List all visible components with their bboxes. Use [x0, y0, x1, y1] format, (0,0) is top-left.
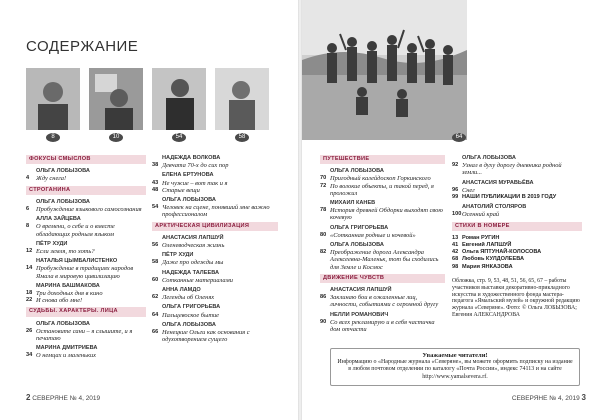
section-heading: СУДЬБЫ. ХАРАКТЕРЫ. ЛИЦА [26, 307, 146, 316]
entry-page-number: 64 [152, 311, 159, 318]
author-name: ОЛЬГА ГРИГОРЬЕВА [330, 224, 389, 231]
author-name: ОЛЬГА ЛОБЫЗОВА [330, 168, 384, 175]
entry-title: Любовь КУЛДОЛЕЕВА [462, 256, 525, 263]
toc-entry [26, 290, 146, 297]
thumb-page-number: 58 [235, 133, 249, 142]
entry-title: Пробуждение языкового самосознания [36, 206, 142, 214]
toc-entry [320, 249, 445, 271]
entry-page-number: 60 [152, 276, 159, 283]
toc-entry [320, 294, 445, 308]
entry-title: Пальцевоское бытие [162, 311, 219, 319]
entry-title: По волокие объекты, и такой перед, я проложил [330, 182, 434, 197]
toc-entry [152, 180, 278, 187]
toc-entry [320, 183, 445, 197]
group-photo [302, 0, 467, 140]
toc-entry [26, 328, 146, 342]
toc-entry [26, 297, 146, 304]
entry-title: О времени, о себе и о вместе обладающих родным языком [36, 223, 115, 238]
entry-page-number: 8 [26, 223, 30, 230]
toc-entry [452, 187, 582, 194]
page-number: 2 [26, 393, 31, 402]
entry-title: Пробуждение в традициях народов Ямала в мировую цивилизацию [36, 265, 134, 280]
entry-title: И снова обо мне! [36, 297, 83, 305]
entry-title: Старые вещи [162, 186, 200, 194]
entry-title: Ненецкие Ольги как основания с одухотворением сущего [162, 329, 250, 344]
author-name: ОЛЬГА ГРИГОРЬЕВА [162, 304, 221, 311]
toc-entry [26, 223, 146, 237]
entry-page-number: 18 [26, 290, 33, 297]
entry-page-number: 42 [452, 249, 459, 256]
entry-page-number: 92 [452, 162, 459, 169]
entry-page-number: 58 [152, 259, 159, 266]
entry-page-number: 41 [452, 242, 459, 249]
thumb-page-number: 10 [109, 133, 123, 142]
section-heading: СТРОГАНИНА [26, 186, 146, 195]
entry-page-number: 4 [26, 175, 30, 182]
toc-column-left-1 [26, 152, 146, 360]
entry-title: История древней Обдорки выходят свою кочевую [330, 207, 443, 222]
toc-entry [152, 259, 278, 266]
entry-page-number: 14 [26, 265, 33, 272]
entry-title: Узнал в духу дорогу дневника родной земли... [462, 162, 562, 177]
entry-page-number: 99 [452, 194, 459, 201]
author-name: АЛЛА ЗАЙЦЕВА [36, 216, 81, 223]
readers-notice [330, 348, 580, 386]
entry-page-number: 56 [152, 242, 159, 249]
entry-title: Оленеводческая жизнь [162, 242, 225, 250]
left-page [0, 0, 298, 420]
toc-entry [452, 256, 582, 263]
thumb-photo-4 [215, 68, 269, 130]
notice-title: Уважаемые читатели! [422, 352, 488, 359]
photo-page-number: 64 [452, 133, 466, 142]
author-name: НЕЛЛИ РОМАНОВИЧ [330, 311, 389, 318]
entry-title: Даже про одежды мы [162, 259, 224, 267]
author-name: МАРИНА ДМИТРИЕВА [36, 345, 98, 352]
page-number: 3 [581, 393, 586, 402]
entry-title: Легенды об Оленях [162, 294, 215, 302]
entry-title: Человек на сцене, понявший мне важно профессионалом [162, 204, 270, 219]
entry-page-number: 78 [320, 207, 327, 214]
toc-column-right-1 [320, 152, 445, 333]
entry-page-number: 96 [452, 186, 459, 193]
entry-title: Со всех рекламирую и в себя частичка дом отчасти [330, 318, 435, 334]
thumb-photo-3 [152, 68, 206, 130]
entry-page-number: 90 [320, 318, 327, 325]
toc-entry [26, 352, 146, 359]
entry-title: Остановите сани – я слышите, и я печатаю [36, 327, 133, 343]
entry-title: О немцах и маленьких [36, 352, 96, 360]
author-name: АНАТОЛИЙ СТОЛЯРОВ [462, 204, 527, 211]
entry-page-number: 38 [152, 162, 159, 169]
entry-title: «Сотканная родные и кочевой» [330, 231, 416, 239]
entry-page-number: 62 [152, 294, 159, 301]
toc-entry [152, 162, 278, 169]
notice-text: Информацию о «Народные журнала «Северяне», вы можете оформить подписку на издание в любом почтовом отделении по каталогу «Почта России», индекс 74113 и на сайте http://www.yamalsevera.rf. [337, 359, 573, 380]
entry-page-number: 22 [26, 297, 33, 304]
entry-title: Осенний край [462, 211, 500, 219]
entry-title: Пригодный калейдоскоп Горкинского [330, 175, 431, 183]
entry-page-number: 100 [452, 211, 462, 218]
toc-entry [152, 204, 278, 218]
entry-page-number: 72 [320, 182, 327, 189]
author-name: ОЛЬГА ЛОБЫЗОВА [36, 168, 90, 175]
author-name: ЕЛЕНА ЕРТУНОВА [162, 172, 214, 179]
entry-page-number: 82 [320, 249, 327, 256]
author-name: АННА ЛАМДО [162, 287, 201, 294]
toc-entry [452, 264, 582, 271]
entry-page-number: 26 [26, 327, 33, 334]
page-footer-right [512, 393, 586, 402]
magazine-issue: СЕВЕРЯНЕ № 4, 2019 [32, 395, 101, 402]
magazine-issue: СЕВЕРЯНЕ № 4, 2019 [511, 395, 580, 402]
section-heading: ФОКУСЫ СМЫСЛОВ [26, 155, 146, 164]
toc-entry [320, 319, 445, 333]
author-name: ПЁТР ХУДИ [36, 240, 68, 247]
entry-page-number: 12 [26, 248, 33, 255]
toc-entry [26, 265, 146, 279]
author-name: МИХАИЛ КАНЕВ [330, 200, 376, 207]
toc-entry [26, 206, 146, 213]
toc-entry [152, 277, 278, 284]
entry-title: Сотканные материалами [162, 276, 233, 284]
toc-title: СОДЕРЖАНИЕ [26, 38, 139, 55]
entry-title: Не чужие – вот так и я [162, 179, 228, 187]
author-name: АНАСТАСИЯ МУРАВЬЁВА [462, 179, 534, 186]
toc-entry [452, 162, 582, 176]
toc-entry [320, 207, 445, 221]
author-name: ОЛЬГА ЛОБЫЗОВА [36, 198, 90, 205]
toc-entry [152, 329, 278, 343]
entry-title: Мария ЯНКАЗОВА [462, 263, 513, 270]
entry-page-number: 66 [152, 329, 159, 336]
toc-entry [152, 242, 278, 249]
entry-title: Девчата 70-х до сих пор [162, 162, 229, 170]
toc-entry [152, 294, 278, 301]
right-page [302, 0, 600, 420]
author-name: ОЛЬГА ЛОБЫЗОВА [330, 242, 384, 249]
toc-entry [452, 211, 582, 218]
entry-title: Снег [462, 186, 475, 194]
thumb-photo-1 [26, 68, 80, 130]
thumb-page-number: 54 [172, 133, 186, 142]
entry-page-number: 48 [152, 186, 159, 193]
section-heading: ПУТЕШЕСТВИЕ [320, 155, 445, 164]
toc-column-right-2 [452, 152, 582, 271]
author-name: МАРИНА БАШМАКОВА [36, 282, 100, 289]
toc-entry [26, 175, 146, 182]
entry-title: Если земля, то хоть? [36, 248, 95, 256]
entry-page-number: 34 [26, 352, 33, 359]
author-name: ПЁТР ХУДИ [162, 252, 194, 259]
entry-page-number: 6 [26, 206, 30, 213]
entry-title: Заклинаю бои в ожаленные лиц, личности, событиями с огромной другу [330, 294, 439, 309]
entry-page-number: 54 [152, 204, 159, 211]
author-name: АНАСТАСИЯ ЛАПШУЙ [162, 234, 224, 241]
entry-page-number: 80 [320, 231, 327, 238]
entry-page-number: 68 [452, 256, 459, 263]
author-name: ОЛЬГА ЛОБЫЗОВА [162, 197, 216, 204]
entry-title: Роман РУГИН [462, 234, 500, 241]
toc-entry [152, 312, 278, 319]
entry-page-number: 70 [320, 175, 327, 182]
cover-caption: Обложка, стр. 9, 53, 48, 51, 56, 65, 67 – работы участников выставки декоративно-прикладного искусства и художественного фонда мастера-педагога «Ямальский музей» и окружной редакцию журнала «Северяне». Фото: © Ольга ЛОБЫЗОВА; Евгения АЛЕКСАНДРОВА [452, 278, 580, 318]
author-name: ОЛЬГА ЛОБЫЗОВА [162, 321, 216, 328]
author-name: НАДЕЖДА ВОЛКОВА [162, 155, 221, 161]
author-name: ОЛЬГА ЛОБЫЗОВА [462, 155, 516, 161]
toc-column-left-2 [152, 152, 278, 343]
toc-entry [26, 248, 146, 255]
page-footer-left [26, 393, 100, 402]
section-heading: ДВИЖЕНИЕ ЧУВСТВ [320, 274, 445, 283]
toc-entry [452, 194, 582, 201]
author-name: АНАСТАСИЯ ЛАПШУЙ [330, 287, 392, 294]
thumb-page-number: 8 [46, 133, 60, 142]
entry-page-number: 86 [320, 294, 327, 301]
toc-entry [152, 187, 278, 194]
entry-title: Ольга ЯПТУНАЙ-КОЛОСОВА [462, 249, 542, 256]
entry-title: Три доходных дня в кино [36, 290, 103, 298]
entry-page-number: 98 [452, 263, 459, 270]
author-name: НАТАЛЬЯ ЦЫМБАЛИСТЕНКО [36, 258, 118, 265]
entry-title: НАШИ ПУБЛИКАЦИИ В 2019 ГОДУ [462, 194, 557, 201]
entry-title: Преображение дорога Александра Алексеевна-Маленьк, тот бы сходились для Земле и Космос [330, 249, 439, 271]
section-heading: АРКТИЧЕСКАЯ ЦИВИЛИЗАЦИЯ [152, 222, 278, 231]
author-name: ОЛЬГА ЛОБЫЗОВА [36, 320, 90, 327]
toc-entry [320, 175, 445, 182]
entry-page-number: 13 [452, 234, 459, 241]
toc-entry [320, 232, 445, 239]
toc-entry [452, 235, 582, 242]
entry-title: Евгений ЛАПШУЙ [462, 242, 512, 249]
entry-page-number: 43 [152, 179, 159, 186]
section-heading: СТИХИ В НОМЕРЕ [452, 222, 582, 231]
author-name: НАДЕЖДА ТАЛЕЕВА [162, 269, 219, 276]
entry-title: Жду снега! [36, 175, 67, 183]
thumb-photo-2 [89, 68, 143, 130]
